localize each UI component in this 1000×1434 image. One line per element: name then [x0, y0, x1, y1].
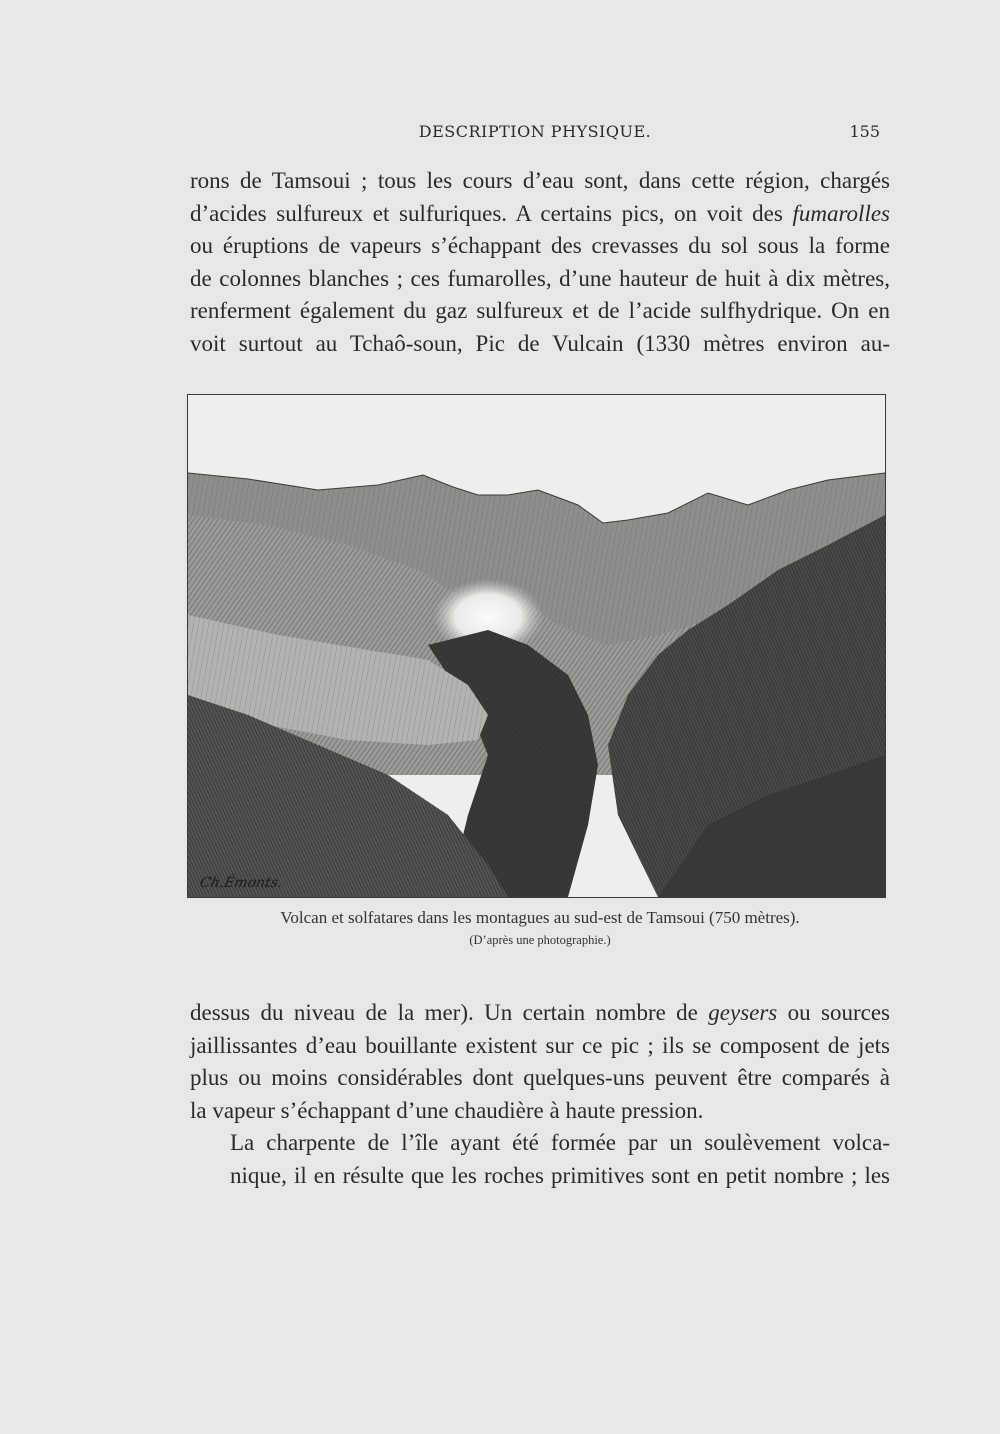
- engraver-signature: Ch.Émonts.: [198, 875, 285, 891]
- text-line: ou éruptions de vapeurs s’échappant des crevasses du sol sous la forme: [190, 233, 890, 258]
- figure-caption: Volcan et solfatares dans les montagues au sud-est de Tamsoui (750 mètres).: [280, 908, 800, 927]
- italic-term: fumarolles: [792, 200, 890, 226]
- figure-credit: (D’après une photographie.): [469, 933, 611, 947]
- text-line: voit surtout au Tchaô-soun, Pic de Vulcain (1330 mètres environ au-: [190, 330, 890, 356]
- text-line: nique, il en résulte que les roches primitives sont en petit nombre ; les: [230, 1162, 890, 1188]
- running-title: DESCRIPTION PHYSIQUE.: [418, 122, 652, 141]
- bottom-text: [190, 997, 890, 1192]
- text-fragment: dessus du niveau de la mer). Un certain nombre de: [190, 1000, 709, 1025]
- text-line: jaillissantes d’eau bouillante existent sur ce pic ; ils se composent de jets: [190, 1032, 890, 1058]
- text-line: renferment également du gaz sulfureux et de l’acide sulfhydrique. On en: [190, 298, 890, 323]
- text-line: d’acides sulfureux et sulfuriques. A certains pics, on voit des: [190, 200, 793, 226]
- page-number: 155: [849, 122, 880, 141]
- text-line: plus ou moins considérables dont quelques-uns peuvent être comparés à: [190, 1065, 890, 1090]
- text-line: rons de Tamsoui ; tous les cours d’eau sont, dans cette région, chargés: [190, 168, 890, 193]
- engraving-illustration: [187, 394, 886, 898]
- italic-term: geysers: [708, 1000, 778, 1025]
- text-line: de colonnes blanches ; ces fumarolles, d’une hauteur de huit à dix mètres,: [190, 265, 890, 291]
- text-line-with-italic: [190, 198, 890, 231]
- text-line: La charpente de l’île ayant été formée par un soulèvement volca-: [230, 1130, 890, 1155]
- text-fragment: ou sources: [777, 1000, 891, 1025]
- paragraph: [190, 997, 890, 1127]
- mountain-landscape-engraving: [188, 395, 885, 897]
- text-line-with-italic: [190, 997, 890, 1030]
- paragraph: [190, 1127, 890, 1192]
- top-paragraph: [190, 165, 890, 360]
- running-head: [190, 122, 880, 146]
- text-line: la vapeur s’échappant d’une chaudière à haute pression.: [190, 1097, 704, 1123]
